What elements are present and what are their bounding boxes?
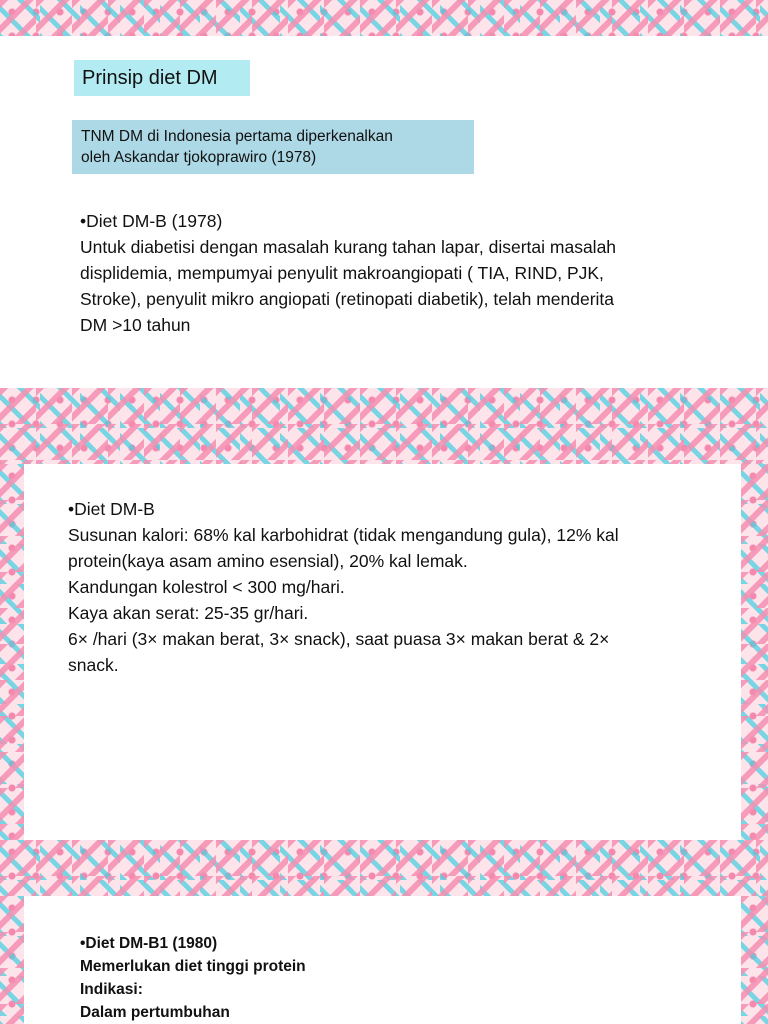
body-line: •Diet DM-B1 (1980) (80, 935, 218, 952)
body-line: Stroke), penyulit mikro angiopati (retinopati diabetik), telah menderita (80, 289, 615, 309)
slide-3 (24, 896, 741, 1024)
body-line: •Diet DM-B (1978) (80, 211, 223, 231)
body-line: protein(kaya asam amino esensial), 20% kal lemak. (68, 551, 468, 571)
body-line: displidemia, mempumyai penyulit makroangiopati ( TIA, RIND, PJK, (80, 263, 604, 283)
body-line: snack. (68, 655, 119, 675)
body-line: Susunan kalori: 68% kal karbohidrat (tidak mengandung gula), 12% kal (68, 525, 619, 545)
body-line: Kandungan kolestrol < 300 mg/hari. (68, 577, 345, 597)
decorative-pattern-band (0, 388, 768, 464)
decorative-pattern-border (0, 896, 24, 1024)
body-line: DM >10 tahun (80, 315, 191, 335)
body-line: Memerlukan diet tinggi protein (80, 958, 306, 975)
decorative-pattern-band (0, 840, 768, 896)
slide-body (68, 496, 708, 678)
slide-2 (24, 464, 741, 840)
body-line: Indikasi: (80, 981, 143, 998)
decorative-pattern-band (0, 0, 768, 36)
decorative-pattern-border (0, 464, 24, 840)
info-line: TNM DM di Indonesia pertama diperkenalkan (81, 128, 393, 145)
body-line: Dalam pertumbuhan (80, 1004, 230, 1021)
slide-body (80, 208, 720, 338)
body-line: 6× /hari (3× makan berat, 3× snack), saat puasa 3× makan berat & 2× (68, 629, 610, 649)
slide-title: Prinsip diet DM (74, 60, 250, 96)
body-line: Untuk diabetisi dengan masalah kurang tahan lapar, disertai masalah (80, 237, 617, 257)
decorative-pattern-border (741, 896, 768, 1024)
slide-body (80, 932, 680, 1024)
decorative-pattern-border (741, 464, 768, 840)
body-line: •Diet DM-B (68, 499, 155, 519)
body-line: Kaya akan serat: 25-35 gr/hari. (68, 603, 309, 623)
info-box (72, 120, 474, 174)
slide-1 (0, 36, 768, 388)
info-line: oleh Askandar tjokoprawiro (1978) (81, 149, 317, 166)
